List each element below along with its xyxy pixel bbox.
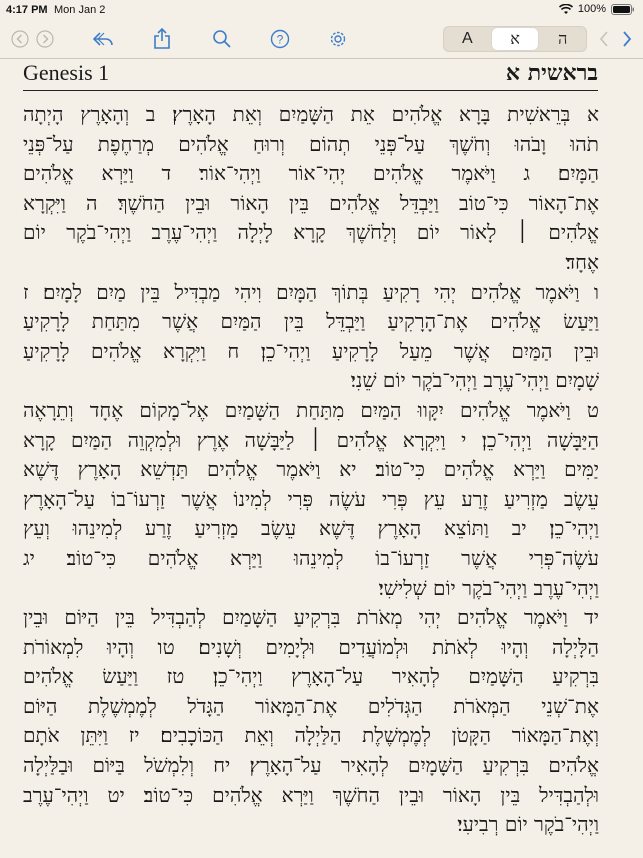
text-line: אֶת־שְׁנֵי הַמְּאֹרֹת הַגְּדֹלִים אֶת־הַמָּאוֹר הַגָּדֹל לְמֶמְשֶׁלֶת הַיּוֹם — [23, 693, 599, 718]
status-time: 4:17 PM — [6, 4, 48, 16]
wifi-icon — [559, 4, 573, 15]
forward-circle-icon[interactable] — [35, 26, 55, 52]
text-line: וּבֵין הַמַּיִם אֲשֶׁר מֵעַל לָרָקִיעַ וַיְהִי־כֵן׃ ח וַיִּקְרָא אֱלֹהִים לָרָקִיעַ — [23, 338, 599, 363]
english-title: Genesis 1 — [23, 60, 110, 85]
chevron-right-icon[interactable] — [619, 26, 635, 52]
text-line: אֱלֹהִים בִּרְקִיעַ הַשָּׁמָיִם לְהָאִיר עַל־הָאָרֶץ׃ יח וְלִמְשֹׁל בַּיּוֹם וּבַלַּיְלָה — [23, 753, 599, 778]
text-mode-segmented-control — [443, 26, 587, 52]
chapter-header — [23, 58, 598, 91]
return-arrow-icon[interactable] — [91, 26, 115, 52]
text-line: וַיְהִי־עֶרֶב וַיְהִי־בֹקֶר יוֹם שְׁלִישִׁי׃ — [378, 575, 599, 600]
text-line: וַיַּעַשׂ אֱלֹהִים אֶת־הָרָקִיעַ וַיַּבְדֵּל בֵּין הַמַּיִם אֲשֶׁר מִתַּחַת לָרָקִיעַ — [23, 309, 599, 334]
text-line: א בְּרֵאשִׁית בָּרָא אֱלֹהִים אֵת הַשָּׁמַיִם וְאֵת הָאָרֶץ׃ ב וְהָאָרֶץ הָיְתָה — [23, 102, 599, 126]
text-line: שָׁמָיִם וַיְהִי־עֶרֶב וַיְהִי־בֹקֶר יוֹם שֵׁנִי׃ — [350, 368, 599, 393]
scripture-text[interactable] — [23, 100, 599, 858]
text-line: יַמִּים וַיַּרְא אֱלֹהִים כִּי־טוֹב׃ יא וַיֹּאמֶר אֱלֹהִים תַּדְשֵׁא הָאָרֶץ דֶּשֶׁא — [23, 457, 599, 482]
text-line: הַיַּבָּשָׁה וַיְהִי־כֵן׃ י וַיִּקְרָא אֱלֹהִים ׀ לַיַּבָּשָׁה אֶרֶץ וּלְמִקְוֵה הַמַּיִם קָרָא — [23, 427, 599, 452]
status-right — [559, 3, 635, 15]
text-line: הַמָּיִם׃ ג וַיֹּאמֶר אֱלֹהִים יְהִי־אוֹר וַיְהִי־אוֹר׃ ד וַיַּרְא אֱלֹהִים — [23, 161, 599, 186]
chevron-left-icon[interactable] — [596, 26, 612, 52]
text-line: עֵשֶׂב מַזְרִיעַ זֶרַע עֵץ פְּרִי עֹשֶׂה פְּרִי לְמִינוֹ אֲשֶׁר זַרְעוֹ־בוֹ עַל־הָאָרֶץ — [23, 486, 599, 511]
text-line: הַלָּיְלָה וְהָיוּ לְאֹתֹת וּלְמוֹעֲדִים וּלְיָמִים וְשָׁנִים׃ טו וְהָיוּ לִמְאוֹרֹת — [23, 634, 599, 659]
text-line: אֶת־הָאוֹר כִּי־טוֹב וַיַּבְדֵּל אֱלֹהִים בֵּין הָאוֹר וּבֵין הַחֹשֶׁךְ׃ ה וַיִּקְרָא — [23, 190, 599, 215]
status-bar — [0, 0, 643, 20]
segment-english[interactable]: A — [462, 30, 473, 47]
back-circle-icon[interactable] — [10, 26, 30, 52]
text-line: ו וַיֹּאמֶר אֱלֹהִים יְהִי רָקִיעַ בְּתוֹךְ הַמָּיִם וִיהִי מַבְדִּיל בֵּין מַיִם לָמָיִם׃ ז — [23, 279, 599, 304]
battery-icon — [611, 4, 635, 15]
gear-icon[interactable] — [327, 26, 349, 52]
segment-hebrew[interactable]: א — [492, 28, 539, 50]
help-glyph: ? — [276, 32, 284, 47]
text-line: בִּרְקִיעַ הַשָּׁמַיִם לְהָאִיר עַל־הָאָרֶץ וַיְהִי־כֵן׃ טז וַיַּעַשׂ אֱלֹהִים — [23, 664, 599, 689]
help-icon[interactable] — [269, 26, 291, 52]
text-line: אֱלֹהִים ׀ לָאוֹר יוֹם וְלַחֹשֶׁךְ קָרָא לָיְלָה וַיְהִי־עֶרֶב וַיְהִי־בֹקֶר יוֹם — [23, 220, 599, 245]
text-line: וַיְהִי־כֵן׃ יב וַתּוֹצֵא הָאָרֶץ דֶּשֶׁא עֵשֶׂב מַזְרִיעַ זֶרַע לְמִינֵהוּ וְעֵץ — [23, 516, 599, 541]
segment-vocalized[interactable]: ה — [558, 29, 568, 48]
text-line: יד וַיֹּאמֶר אֱלֹהִים יְהִי מְאֹרֹת בִּרְקִיעַ הַשָּׁמַיִם לְהַבְדִּיל בֵּין הַיּוֹם וּבֵין — [23, 605, 599, 630]
text-line: תֹהוּ וָבֹהוּ וְחֹשֶׁךְ עַל־פְּנֵי תְהוֹם וְרוּחַ אֱלֹהִים מְרַחֶפֶת עַל־פְּנֵי — [23, 131, 599, 156]
text-line: וַיְהִי־בֹקֶר יוֹם רְבִיעִי׃ — [457, 812, 599, 837]
battery-percent: 100% — [577, 3, 606, 15]
text-line: אֶחָד׃ — [565, 249, 599, 274]
share-icon[interactable] — [151, 26, 173, 52]
text-line: עֹשֶׂה־פְּרִי אֲשֶׁר זַרְעוֹ־בוֹ לְמִינֵהוּ וַיַּרְא אֱלֹהִים כִּי־טוֹב׃ יג — [23, 545, 599, 570]
search-icon[interactable] — [211, 26, 233, 52]
text-line: ט וַיֹּאמֶר אֱלֹהִים יִקָּווּ הַמַּיִם מִתַּחַת הַשָּׁמַיִם אֶל־מָקוֹם אֶחָד וְתֵרָאֶה — [23, 397, 599, 422]
hebrew-title: בראשית א — [505, 60, 598, 86]
text-line: וְאֶת־הַמָּאוֹר הַקָּטֹן לְמֶמְשֶׁלֶת הַלַּיְלָה וְאֵת הַכּוֹכָבִים׃ יז וַיִּתֵּן אֹתָם — [23, 723, 599, 748]
status-date: Mon Jan 2 — [54, 4, 106, 16]
text-line: וּלְהַבְדִּיל בֵּין הָאוֹר וּבֵין הַחֹשֶׁךְ וַיַּרְא אֱלֹהִים כִּי־טוֹב׃ יט וַיְהִי־עֶרֶב — [23, 782, 599, 807]
